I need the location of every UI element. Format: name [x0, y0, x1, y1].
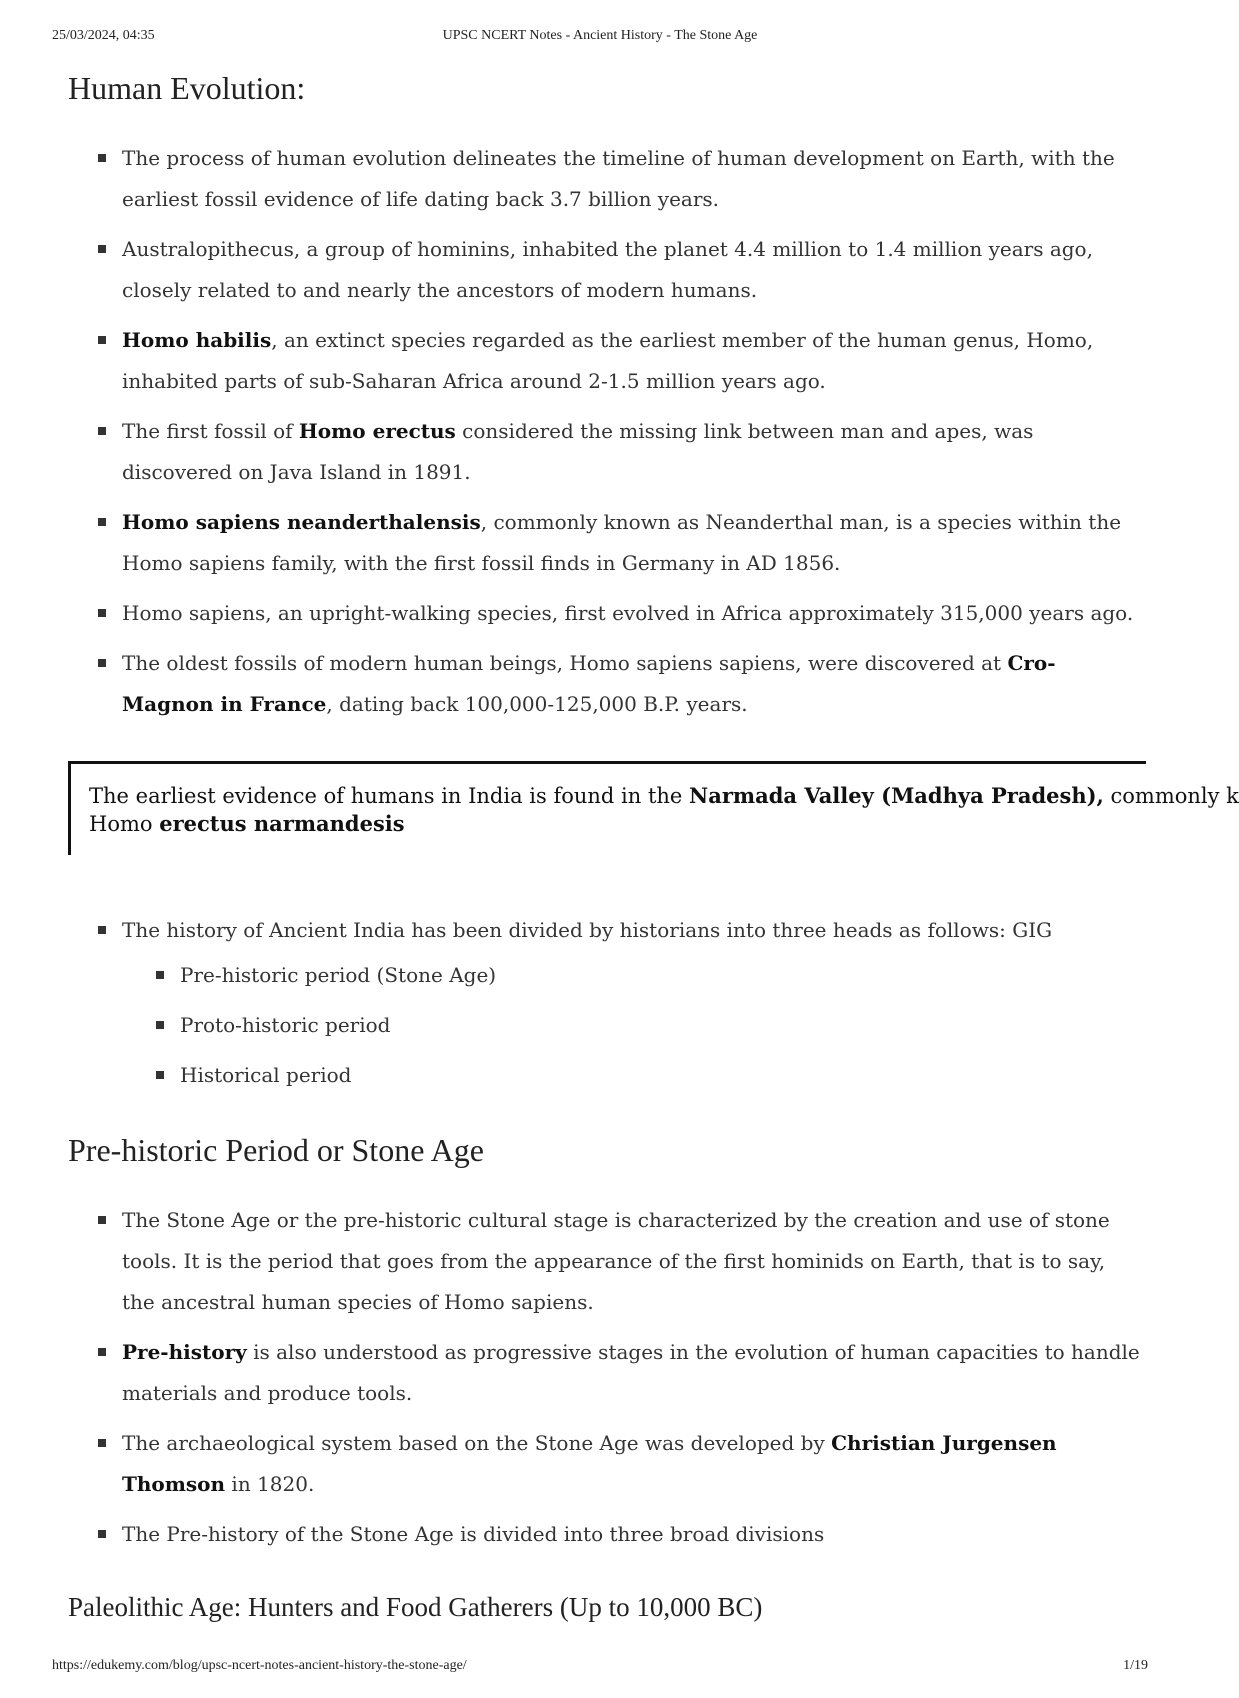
- list-item: Homo habilis, an extinct species regarded as the earliest member of the human genus, Homo, inhabited parts of sub-Saharan Africa around 2-1.5 million years ago.: [98, 320, 1144, 402]
- list-item: Australopithecus, a group of hominins, inhabited the planet 4.4 million to 1.4 million years ago, closely related to and nearly the ancestors of modern humans.: [98, 229, 1144, 311]
- heading-human-evolution: Human Evolution:: [68, 70, 306, 106]
- callout-box: [68, 761, 1239, 855]
- sublist-item: Pre-historic period (Stone Age): [156, 955, 1144, 996]
- list-item: The first fossil of Homo erectus considered the missing link between man and apes, was discovered on Java Island in 1891.: [98, 411, 1144, 493]
- list-item: The history of Ancient India has been divided by historians into three heads as follows: GIG Pre-historic period (Stone Age) Proto-historic period Historical period: [98, 910, 1144, 1096]
- list-item: Homo sapiens neanderthalensis, commonly known as Neanderthal man, is a species within the Homo sapiens family, with the first fossil finds in Germany in AD 1856.: [98, 502, 1144, 584]
- periods-list: [98, 910, 1144, 1105]
- print-footer: [52, 1658, 1148, 1678]
- sublist-item: Proto-historic period: [156, 1005, 1144, 1046]
- list-item: The Stone Age or the pre-historic cultural stage is characterized by the creation and use of stone tools. It is the period that goes from the appearance of the first hominids on Earth, that is to say, the ancestral human species of Homo sapiens.: [98, 1200, 1144, 1323]
- print-header: [52, 28, 1148, 48]
- heading-prehistoric-period: Pre-historic Period or Stone Age: [68, 1132, 484, 1168]
- print-date: 25/03/2024, 04:35: [52, 28, 155, 43]
- list-item: Pre-history is also understood as progressive stages in the evolution of human capacities to handle materials and produce tools.: [98, 1332, 1144, 1414]
- list-item: The archaeological system based on the Stone Age was developed by Christian Jurgensen Thomson in 1820.: [98, 1423, 1144, 1505]
- prehistoric-list: [98, 1200, 1144, 1564]
- page-number: 1/19: [1123, 1658, 1148, 1673]
- page-url: https://edukemy.com/blog/upsc-ncert-notes-ancient-history-the-stone-age/: [52, 1658, 467, 1673]
- heading-paleolithic-age: Paleolithic Age: Hunters and Food Gatherers (Up to 10,000 BC): [68, 1592, 763, 1622]
- list-item: Homo sapiens, an upright-walking species, first evolved in Africa approximately 315,000 years ago.: [98, 593, 1144, 634]
- list-item: The process of human evolution delineates the timeline of human development on Earth, with the earliest fossil evidence of life dating back 3.7 billion years.: [98, 138, 1144, 220]
- callout-text: The earliest evidence of humans in India is found in the Narmada Valley (Madhya Pradesh), commonly k Homo erectus narmandesis: [89, 783, 1239, 836]
- list-item: The Pre-history of the Stone Age is divided into three broad divisions: [98, 1514, 1144, 1555]
- periods-sublist: [122, 955, 1144, 1096]
- list-item: The oldest fossils of modern human beings, Homo sapiens sapiens, were discovered at Cro-Magnon in France, dating back 100,000-125,000 B.P. years.: [98, 643, 1144, 725]
- human-evolution-list: [98, 138, 1144, 734]
- sublist-item: Historical period: [156, 1055, 1144, 1096]
- print-title: UPSC NCERT Notes - Ancient History - The Stone Age: [442, 28, 758, 43]
